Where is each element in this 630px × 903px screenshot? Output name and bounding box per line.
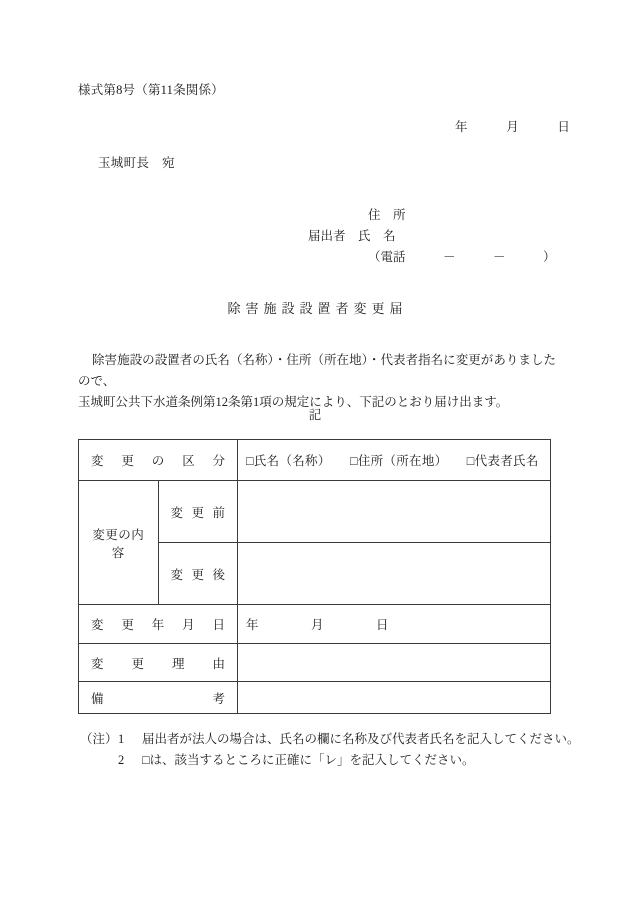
note-item [80,750,580,771]
label-char: 備 [91,691,104,706]
body-line-2: 玉城町公共下水道条例第12条第1項の規定により、下記のとおり届け出ます。 [78,395,509,409]
label-char: 更 [131,656,144,671]
addressee: 玉城町長 宛 [98,156,175,170]
table-row [79,481,551,543]
body-line-1: 除害施設の設置者の氏名（名称）・住所（所在地）・代表者指名に変更がありましたので、 [78,353,556,388]
notes-tag-spacer [80,750,118,771]
label-char: 由 [212,656,225,671]
change-content-before-field[interactable] [238,481,551,543]
label-char: 更 [191,567,204,582]
body-paragraph [78,350,556,413]
submitter-phone-label: （電話 － － ） [368,250,556,264]
row-label-change-reason [79,644,238,682]
label-char: 変 [91,454,104,468]
label-char: の [151,454,165,468]
ki-mark: 記 [308,408,322,422]
label-char: 日 [212,618,225,632]
note-number: 2 [118,753,125,767]
row-label-after [158,543,238,605]
change-content-after-field[interactable] [238,543,551,605]
label-char: 変 [91,656,104,671]
submitter-address-label: 住 所 [368,208,406,222]
label-char: 区 [182,454,195,468]
remarks-field[interactable] [238,682,551,714]
label-char: 変 [170,567,184,582]
label-char: 前 [212,505,225,520]
change-date-field[interactable]: 年 月 日 [238,605,551,644]
row-label-change-date [79,605,238,644]
label-char: 変 [91,618,104,632]
change-category-checkbox-group[interactable]: □氏名（名称） □住所（所在地） □代表者氏名 [238,440,551,481]
label-char: 更 [121,454,134,468]
label-char: 月 [182,618,195,632]
change-reason-field[interactable] [238,644,551,682]
row-label-before [158,481,238,543]
table-row [79,682,551,714]
notes-section [80,729,580,771]
row-label-remarks [79,682,238,714]
form-number: 様式第8号（第11条関係） [78,83,224,97]
date-line: 年 月 日 [455,120,571,134]
label-char: 考 [212,691,225,706]
row-label-change-category [79,440,238,481]
submitter-block [300,205,556,268]
note-text: □は、該当するところに正確に「レ」を記入してください。 [142,753,475,767]
label-char: 理 [171,656,185,671]
label-char: 更 [121,618,134,632]
label-char: 更 [191,505,204,520]
label-char: 変 [170,505,184,520]
label-char: 分 [212,454,225,468]
table-row [79,644,551,682]
row-label-change-content: 変更の内容 [79,481,159,605]
change-table [78,439,551,714]
notes-tag: （注） [80,732,118,746]
label-char: 後 [212,567,225,582]
label-char: 年 [151,618,165,632]
table-row [79,605,551,644]
page-title: 除害施設設置者変更届 [227,301,408,316]
submitter-name-label: 届出者 氏 名 [308,229,396,243]
note-item [80,729,580,750]
note-text: 届出者が法人の場合は、氏名の欄に名称及び代表者氏名を記入してください。 [142,732,580,746]
table-row [79,440,551,481]
note-number: 1 [118,732,125,746]
